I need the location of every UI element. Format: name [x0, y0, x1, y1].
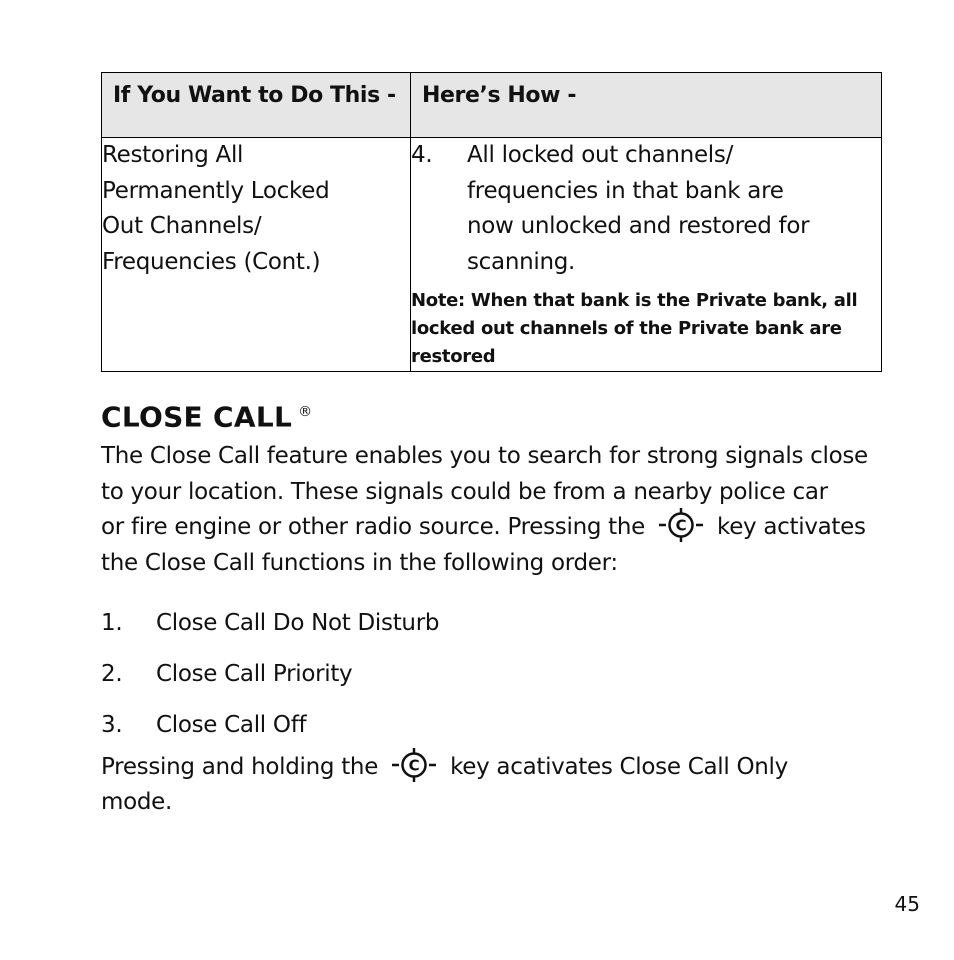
close-call-key-icon [392, 748, 436, 782]
step-line: frequencies in that bank are [467, 177, 784, 204]
intro-line: The Close Call feature enables you to search for strong signals close [101, 443, 868, 469]
intro-text: key activates [717, 514, 866, 540]
step-number: 4. [411, 142, 433, 168]
intro-line: to your location. These signals could be from a nearby police car [101, 478, 828, 505]
step-item [411, 138, 881, 280]
intro-text: or fire engine or other radio source. Pressing the [101, 514, 645, 540]
step-line: now unlocked and restored for [467, 213, 810, 239]
note-line: restored [411, 346, 496, 367]
step-line: scanning. [467, 248, 576, 275]
step-line: All locked out channels/ [467, 142, 734, 168]
list-number: 3. [101, 712, 123, 738]
table-header-row [102, 73, 882, 138]
list-number: 2. [101, 661, 123, 687]
intro-paragraph [101, 439, 891, 581]
close-call-order-list [101, 604, 439, 757]
action-line: Permanently Locked [102, 177, 330, 204]
table-header-how: Here’s How - [411, 73, 882, 138]
close-call-key-icon [659, 508, 703, 542]
list-label: Close Call Do Not Disturb [156, 610, 440, 636]
list-label: Close Call Priority [156, 661, 353, 687]
registered-mark: ® [298, 404, 313, 420]
section-title [101, 392, 312, 437]
note-line: locked out channels of the Private bank are [411, 318, 842, 339]
note-line: Note: When that bank is the Private bank, all [411, 290, 858, 311]
page-number: 45 [894, 892, 920, 916]
closing-text: Pressing and holding the [101, 754, 379, 780]
action-line: Frequencies (Cont.) [102, 248, 321, 275]
intro-line: the Close Call functions in the following order: [101, 549, 618, 576]
note [411, 287, 881, 371]
list-number: 1. [101, 610, 123, 636]
list-label: Close Call Off [156, 712, 307, 738]
closing-paragraph [101, 750, 891, 820]
how-cell [411, 138, 882, 372]
action-line: Restoring All [102, 142, 244, 168]
instructions-table [101, 72, 882, 372]
closing-line [101, 750, 891, 785]
list-item [101, 604, 439, 655]
action-cell [102, 138, 411, 372]
svg-text:C: C [675, 516, 687, 534]
section-title-text: CLOSE CALL [101, 400, 293, 434]
closing-text: key acativates Close Call Only [450, 754, 788, 780]
intro-line [101, 510, 891, 546]
table-row [102, 138, 882, 372]
list-item [101, 655, 439, 706]
step-text [467, 138, 881, 280]
table-header-action: If You Want to Do This - [102, 73, 411, 138]
closing-line: mode. [101, 789, 173, 815]
action-line: Out Channels/ [102, 213, 262, 239]
svg-text:C: C [408, 756, 420, 774]
